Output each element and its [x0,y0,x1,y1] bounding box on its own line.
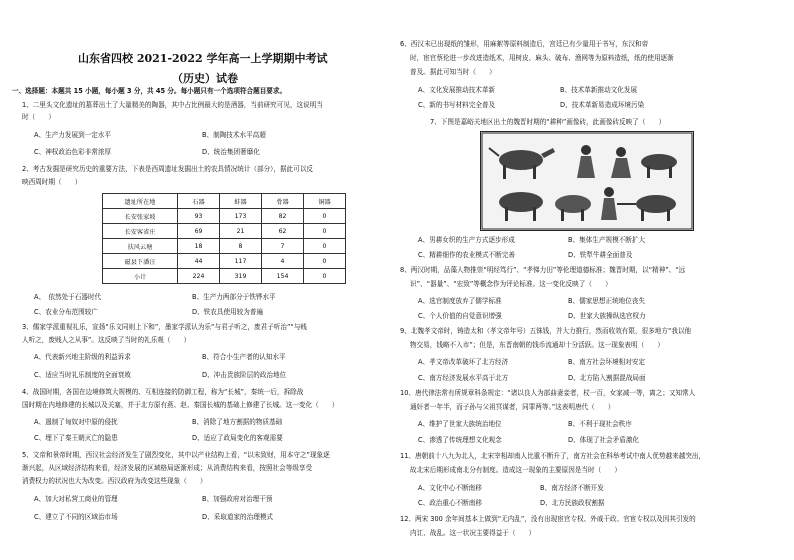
q11-option-d: D、北方民族政权割据 [540,499,605,507]
q11-option-a: A、文化中心不断南移 [418,484,482,492]
q5-option-d: D、采取道家的治理模式 [202,513,274,521]
table-row [103,224,346,239]
table-cell: 长安客省庄 [103,224,178,239]
table-cell: 4 [262,254,304,269]
table-cell: 长安张家坡 [103,209,178,224]
table-header: 铜器 [304,194,346,209]
q9-option-d: D、北方陷入割据混战局面 [568,374,646,382]
table-cell: 0 [304,239,346,254]
table-cell: 319 [220,269,262,284]
q2-option-b: B、生产力两部分于铁铧水平 [192,293,276,301]
q7-option-a: A、男耕女织的生产方式逐步形成 [418,236,515,244]
q8-option-c: C、个人价值的自觉意识增强 [418,312,502,320]
q4-line-1: 4、战国时期，各国在边境修筑大规模的、互相连接的防御工程，称为“长城”，秦统一后，拆除战 [22,388,304,396]
table-row [103,209,346,224]
q9-option-a: A、孝文帝改革破坏了北方经济 [418,358,509,366]
q9-option-c: C、南方经济发展水平高于北方 [418,374,509,382]
q10-line-1: 10、唐代律法常有所规章科条规定：“诸以良人为部曲妻妾者，杖一百，女家减一等，离之；又知常人 [400,389,696,397]
table-cell: 小计 [103,269,178,284]
q9-option-b: B、南方社会环境相对安定 [568,358,646,366]
table-cell: 82 [262,209,304,224]
table-header: 骨器 [262,194,304,209]
table-cell: 0 [304,254,346,269]
q10-option-b: B、不利于现社会秩序 [568,420,632,428]
table-cell: 154 [262,269,304,284]
table-cell: 44 [178,254,220,269]
q6-option-c: C、新的书写材料完全普及 [418,101,496,109]
q6-line-2: 时，宦官蔡伦进一步改进造纸术，用树皮、麻头、破布、渔网等为原料造纸，纸的使用逐渐 [410,54,674,62]
q10-option-a: A、维护了世家大族统治地位 [418,420,502,428]
q7-option-c: C、精耕细作的农业模式不断完善 [418,251,515,259]
q6-option-b: B、技术革新推动文化发展 [560,86,638,94]
q3-line-1: 3、儒家学派重视礼乐，宣扬“乐文同则上下和”，墨家学派认为乐“与君子听之，废君子听治”“与贱 [22,323,308,331]
q7-option-d: D、铁犁牛耕全面普及 [568,251,633,259]
q12-line-2: 内讧、战乱。这一状况主要得益于（ ） [410,529,536,537]
table-header-row [103,194,346,209]
q10-option-c: C、渗透了传统理想文化观念 [418,436,502,444]
table-cell: 62 [262,224,304,239]
q1-option-a: A、生产力发展到一定水平 [34,131,112,139]
table-cell: 117 [220,254,262,269]
q1-option-d: D、统治集团奢靡化 [202,148,260,156]
q11-line-1: 11、唐朝前十八九为北人，北宋宰相却南人比重不断升了，南方社会在科举考试中南人优势越来越突出， [400,452,706,460]
q8-line-2: 识”、“器量”、“宏致”等概念作为评论标准。这一变化反映了（ ） [410,280,612,288]
q7-line-1: 7、下图是嘉峪关地区出土的魏晋时期的“耕种”画像砖，此画像砖反映了（ ） [430,118,666,126]
q5-option-a: A、加大对私营工商业的管理 [34,495,118,503]
q5-line-2: 渐兴起，从区域经济结构来看，经济发展的区域格局逐渐形成；从消费结构来看，按照社会等级享受 [22,464,313,472]
table-row [103,269,346,284]
table-cell: 0 [304,209,346,224]
q2-option-a: A、 依然处于石器时代 [34,293,102,301]
q8-option-b: B、儒家思想正统地位丧失 [568,297,646,305]
q3-line-2: 人听之，废贱人之从事”。这反映了当时的礼乐观（ ） [22,336,191,344]
q10-line-2: 通奸者一年半，而子孙与父祖冥谋者，同罪两等。”这表明唐代（ ） [410,403,615,411]
q11-line-2: 故北宋后期形成南北分有制度。造成这一现象的主要原因是当时（ ） [410,466,621,474]
table-cell: 224 [178,269,220,284]
q6-line-1: 6、西汉末已出现纸的雏形，用麻絮等原料制造后，宫廷已有少量用于书写，东汉和帝 [400,40,649,48]
q10-option-d: D、体现了社会矛盾激化 [568,436,640,444]
q5-line-1: 5、文帝和景帝时期，西汉社会经济发生了剧烈变化，其中以产业结构上看，“以末致财，用本守之”现象逐 [22,451,330,459]
table-cell: 扶风云塘 [103,239,178,254]
q8-line-1: 8、两汉时期，品藻人物推崇“明经笃行”、“孝悌力田”等伦理道德标准；魏晋时期，以“精神”、“远 [400,266,686,274]
q3-option-a: A、代表新兴地主阶级的利益诉求 [34,353,131,361]
exam-subtitle: （历史）试卷 [172,72,238,85]
section-heading: 一、选择题：本题共 15 小题，每小题 3 分，共 45 分。每小题只有一个选项符合题目要求。 [12,87,287,95]
table-cell: 8 [220,239,262,254]
q1-option-b: B、制陶技术水平高超 [202,131,266,139]
table-row [103,254,346,269]
q5-line-3: 消费权力的状况也大为改变。西汉政府为改变这些现象（ ） [22,477,207,485]
q6-line-3: 普及。据此可知当时（ ） [410,68,496,76]
q6-option-d: D、技术革新易造成环境污染 [560,101,645,109]
q8-option-d: D、世家大族操纵选官权力 [568,312,646,320]
q9-line-1: 9、北魏孝文帝时，铸造太和（孝文帝年号）五铢钱，并大力推行，然而收效有限，很多地方“我以他 [400,327,692,335]
table-header: 石器 [178,194,220,209]
q12-line-1: 12、两宋 300 余年间基本上做到“无内乱”，没有出现宦官专权、外戚干政、官宦专权以及因其引发的 [400,515,696,523]
table-cell: 21 [220,224,262,239]
q1-line-1: 1、二里头文化遗址的墓葬出土了大量精美的陶器，其中占比例最大的是酒器，当前研究可见，这说明当 [22,101,323,109]
q4-line-2: 国时期在内地修建的长城以及关塞，并于北方原有燕、赵、秦国长城的基础上修建了长城。这一变化（ ） [22,401,339,409]
q4-option-b: B、消除了地方割据的物质基础 [192,418,283,426]
table-cell: 69 [178,224,220,239]
exam-title: 山东省四校 2021-2022 学年高一上学期期中考试 [78,52,328,65]
table-cell: 93 [178,209,220,224]
q3-option-d: D、冲击贵族阶层的政治地位 [202,371,287,379]
table-header: 遗址所在地 [103,194,178,209]
table-cell: 7 [262,239,304,254]
q1-option-c: C、神权政治色彩非常浓厚 [34,148,112,156]
q7-option-b: B、集体生产规模不断扩大 [568,236,646,244]
table-cell: 0 [304,269,346,284]
q4-option-d: D、适应了政局变化的客观需要 [192,434,283,442]
q3-option-b: B、符合小生产者的认知水平 [202,353,286,361]
q2-line-1: 2、考古发掘是研究历史的重要方法，下表是西周遗址发掘出土的农具情况统计（部分），据此可以反 [22,165,314,173]
q11-option-b: B、南方经济不断开发 [540,484,604,492]
q2-option-c: C、农业分布范围较广 [34,308,98,316]
q6-option-a: A、文化发展推动技术革新 [418,86,496,94]
q8-option-a: A、选官制度放弃了儒学标准 [418,297,502,305]
table-header: 蚌器 [220,194,262,209]
q9-line-2: 物交易，钱略不入市”；但是，东晋南朝的钱币流通却十分活跃。这一现象表明（ ） [410,341,664,349]
q3-option-c: C、适应当时礼乐制度的全面衰败 [34,371,131,379]
table-cell: 磁县下潘汪 [103,254,178,269]
table-cell: 18 [178,239,220,254]
q4-option-c: C、埋下了秦王朝灭亡的隐患 [34,434,118,442]
q4-option-a: A、遏制了匈奴对中原的侵扰 [34,418,118,426]
q1-line-2: 时（ ） [22,113,55,121]
q5-option-c: C、建立了不同的区域治市场 [34,513,118,521]
artifact-table [102,193,346,284]
farming-scene-illustration [481,132,693,230]
farming-brick-painting-image [480,131,694,231]
table-cell: 0 [304,224,346,239]
q2-option-d: D、铁农具使用较为普遍 [192,308,264,316]
q11-option-c: C、政治重心不断南移 [418,499,482,507]
q2-line-2: 映西周时期（ ） [22,178,82,186]
table-row [103,239,346,254]
q5-option-b: B、加强政府对治理干预 [202,495,273,503]
table-cell: 173 [220,209,262,224]
